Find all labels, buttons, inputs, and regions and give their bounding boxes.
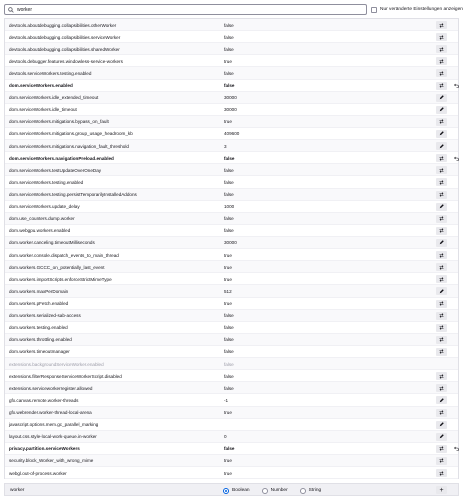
pref-name: layout.css.style-local-work-queue.in-worker [9, 434, 97, 440]
toggle-button[interactable] [436, 154, 447, 162]
pref-value: true [224, 58, 232, 64]
pref-name: webgl.out-of-process.worker [9, 470, 67, 476]
pref-value: 30000 [224, 107, 237, 113]
toggle-button[interactable] [436, 21, 447, 29]
pref-row [5, 419, 458, 431]
reset-button[interactable] [452, 445, 460, 453]
pref-row [5, 370, 458, 382]
toggle-icon [439, 458, 444, 463]
pref-value: false [224, 361, 234, 367]
pref-row [5, 249, 458, 261]
edit-button[interactable] [436, 106, 447, 114]
toggle-icon [439, 253, 444, 258]
pref-row [5, 237, 458, 249]
pref-value: false [224, 325, 234, 331]
toggle-icon [439, 59, 444, 64]
edit-button[interactable] [436, 94, 447, 102]
edit-button[interactable] [436, 203, 447, 211]
toggle-button[interactable] [436, 336, 447, 344]
pref-row [5, 455, 458, 467]
pref-name: dom.workers.testing.enabled [9, 325, 68, 331]
pref-row [5, 467, 458, 479]
toggle-icon [439, 23, 444, 28]
pref-value: false [224, 155, 235, 161]
toggle-button[interactable] [436, 33, 447, 41]
pref-row [5, 334, 458, 346]
pencil-icon [439, 107, 444, 112]
edit-button[interactable] [436, 421, 447, 429]
pref-name: extensions.serviceworkerregister.allowed [9, 385, 93, 391]
pref-value: 3 [224, 143, 227, 149]
pref-row [5, 19, 458, 31]
pref-name: dom.serviceWorkers.mitigations.group_usage_headroom_kb [9, 131, 133, 137]
pref-row [5, 43, 458, 55]
toggle-icon [439, 192, 444, 197]
pref-name: dom.serviceWorkers.mitigations.navigation_fault_threshold [9, 143, 129, 149]
pref-value: 30000 [224, 95, 237, 101]
pref-name: dom.worker.canceling.timeoutMilliseconds [9, 240, 95, 246]
toggle-button[interactable] [436, 251, 447, 259]
pref-name: devtools.debugger.features.windowless-service-workers [9, 58, 123, 64]
pref-value: false [224, 313, 234, 319]
pencil-icon [439, 240, 444, 245]
pref-name: security.block_Worker_with_wrong_mime [9, 458, 94, 464]
pref-row [5, 394, 458, 406]
preference-type-radios [223, 487, 333, 494]
pref-name: dom.serviceWorkers.mitigations.bypass_on_fault [9, 119, 109, 125]
pref-name: dom.workers.timeoutmanager [9, 349, 70, 355]
toggle-icon [439, 374, 444, 379]
pref-row [5, 322, 458, 334]
pref-value: true [224, 252, 232, 258]
pref-name: dom.workers.serialized-sab-access [9, 313, 81, 319]
pref-row [5, 407, 458, 419]
toggle-icon [439, 83, 444, 88]
pref-value: false [224, 22, 234, 28]
toggle-icon [439, 156, 444, 161]
pref-value: false [224, 349, 234, 355]
search-bar [0, 0, 463, 19]
pref-name: dom.serviceWorkers.idle_timeout [9, 107, 77, 113]
pref-row [5, 431, 458, 443]
pref-name: dom.workers.GCCC_on_potentially_last_event [9, 264, 105, 270]
pref-value: -1 [224, 397, 229, 403]
toggle-icon [439, 446, 444, 451]
pref-name: dom.workers.importScripts.enforceStrictMimeType [9, 276, 112, 282]
pref-name: gfx.webrender.worker-thread-local-arena [9, 410, 92, 415]
pencil-icon [439, 434, 444, 439]
pref-row [5, 80, 458, 92]
pref-name: dom.use_counters.dump.worker [9, 216, 75, 222]
pref-name: dom.serviceWorkers.enabled [9, 83, 73, 89]
pref-value: 409600 [224, 131, 240, 137]
new-preference-row [4, 483, 459, 496]
radio-button[interactable] [262, 488, 268, 494]
pref-name: dom.workers.throttling.enabled [9, 337, 72, 343]
pref-value: false [224, 373, 234, 379]
edit-button[interactable] [436, 287, 447, 295]
edit-button[interactable] [436, 239, 447, 247]
pref-row [5, 116, 458, 128]
pref-name: dom.serviceWorkers.navigationPreload.enabled [9, 155, 114, 161]
search-field[interactable] [4, 4, 367, 15]
pref-row [5, 261, 458, 273]
type-option-label: String [308, 488, 322, 493]
toggle-button [436, 360, 447, 368]
edit-button[interactable] [436, 396, 447, 404]
toggle-button[interactable] [436, 409, 447, 417]
pref-value: true [224, 264, 232, 270]
toggle-icon [439, 277, 444, 282]
pref-row [5, 128, 458, 140]
pref-row [5, 55, 458, 67]
toggle-button[interactable] [436, 445, 447, 453]
pref-name: dom.workers.maxPerDomain [9, 288, 69, 294]
toggle-button[interactable] [436, 57, 447, 65]
pref-row [5, 310, 458, 322]
pref-value: true [224, 301, 232, 307]
toggle-icon [439, 119, 444, 124]
pref-name: dom.serviceWorkers.idle_extended_timeout [9, 95, 99, 101]
pref-row [5, 346, 458, 358]
pref-row [5, 67, 458, 79]
pencil-icon [439, 422, 444, 427]
toggle-icon [439, 337, 444, 342]
pref-row [5, 92, 458, 104]
type-option-label: Boolean [232, 488, 250, 493]
pref-row [5, 298, 458, 310]
toggle-icon [439, 265, 444, 270]
toggle-icon [439, 386, 444, 391]
pref-value: 512 [224, 288, 232, 294]
pref-name: dom.webgpu.workers.enabled [9, 228, 71, 234]
toggle-button[interactable] [436, 457, 447, 465]
add-preference-button[interactable]: + [436, 486, 447, 494]
pref-value: 30000 [224, 240, 237, 246]
toggle-button[interactable] [436, 372, 447, 380]
pref-name: dom.worker.console.dispatch_events_to_main_thread [9, 252, 119, 258]
type-option-label: Number [270, 488, 288, 493]
modified-only-label: Nur veränderte Einstellungen anzeigen [380, 7, 463, 12]
toggle-button[interactable] [436, 69, 447, 77]
toggle-icon [439, 410, 444, 415]
toggle-button[interactable] [436, 178, 447, 186]
pref-value: 1000 [224, 204, 235, 210]
toggle-icon [439, 471, 444, 476]
pref-name: dom.serviceWorkers.update_delay [9, 204, 80, 210]
toggle-icon [439, 180, 444, 185]
toggle-button[interactable] [436, 263, 447, 271]
pref-value: true [224, 470, 232, 476]
pref-value: false [224, 446, 235, 452]
toggle-icon [439, 228, 444, 233]
pref-name: devtools.aboutdebugging.collapsibilities.sharedWorker [9, 46, 120, 52]
toggle-icon [439, 313, 444, 318]
reset-icon [454, 446, 459, 451]
pref-row [5, 31, 458, 43]
pref-row [5, 358, 458, 370]
reset-icon [454, 83, 459, 88]
preferences-table [4, 18, 459, 479]
pref-name: dom.serviceWorkers.testing.enabled [9, 179, 84, 185]
pref-name: extensions.filterResponseServiceWorkerScript.disabled [9, 373, 122, 379]
pref-name: dom.serviceWorkers.testUpdateOverOneDay [9, 167, 102, 173]
pencil-icon [439, 204, 444, 209]
edit-button[interactable] [436, 142, 447, 150]
type-option-number[interactable] [262, 488, 288, 494]
pref-value: false [224, 167, 234, 173]
toggle-button[interactable] [436, 324, 447, 332]
pref-name: dom.workers.pFetch.enabled [9, 301, 69, 307]
toggle-button[interactable] [436, 312, 447, 320]
search-icon [8, 7, 14, 13]
toggle-icon [439, 168, 444, 173]
pref-value: true [224, 276, 232, 282]
reset-icon [454, 156, 459, 161]
pref-value: false [224, 179, 234, 185]
pref-value: false [224, 337, 234, 343]
toggle-button[interactable] [436, 118, 447, 126]
pref-name: devtools.aboutdebugging.collapsibilities.otherWorker [9, 22, 117, 28]
pref-row [5, 140, 458, 152]
pref-row [5, 201, 458, 213]
pref-name: privacy.partition.serviceWorkers [9, 446, 80, 452]
pref-row [5, 273, 458, 285]
pref-row [5, 443, 458, 455]
toggle-icon [439, 35, 444, 40]
search-input[interactable] [17, 6, 357, 13]
pref-row [5, 189, 458, 201]
pencil-icon [439, 144, 444, 149]
pref-value: false [224, 70, 234, 76]
toggle-button[interactable] [436, 469, 447, 477]
pref-name: gfx.canvas.remote.worker-threads [9, 397, 79, 403]
new-preference-name: worker [10, 488, 25, 493]
pref-value: true [224, 458, 232, 464]
toggle-button[interactable] [436, 45, 447, 53]
pref-value: true [224, 119, 232, 125]
toggle-icon [439, 71, 444, 76]
pref-name: devtools.aboutdebugging.collapsibilities.serviceWorker [9, 34, 121, 40]
pref-name: extensions.backgroundServiceWorker.enabled [9, 361, 104, 367]
pref-row [5, 164, 458, 176]
pref-row [5, 152, 458, 164]
pref-value: false [224, 46, 234, 52]
pref-value: 0 [224, 434, 227, 440]
modified-only-toggle[interactable] [371, 5, 463, 14]
toggle-button[interactable] [436, 82, 447, 90]
pref-row [5, 285, 458, 297]
pencil-icon [439, 95, 444, 100]
toggle-button[interactable] [436, 275, 447, 283]
radio-button[interactable] [300, 488, 306, 494]
pref-row [5, 382, 458, 394]
toggle-button[interactable] [436, 215, 447, 223]
pencil-icon [439, 289, 444, 294]
pref-value: false [224, 34, 234, 40]
modified-only-checkbox[interactable] [371, 7, 377, 13]
type-option-string[interactable] [300, 488, 322, 494]
pref-name: dom.serviceWorkers.testing.persistTemporarilyInstalledAddons [9, 192, 137, 198]
reset-button[interactable] [452, 154, 460, 162]
toggle-button[interactable] [436, 384, 447, 392]
pencil-icon [439, 398, 444, 403]
pref-name: devtools.serviceWorkers.testing.enabled [9, 70, 92, 76]
toggle-button[interactable] [436, 191, 447, 199]
toggle-button[interactable] [436, 348, 447, 356]
type-option-boolean[interactable] [223, 488, 250, 494]
toggle-icon [439, 216, 444, 221]
pref-value: false [224, 385, 234, 391]
pref-value: false [224, 228, 234, 234]
pencil-icon [439, 131, 444, 136]
pref-row [5, 104, 458, 116]
pref-value: true [224, 410, 232, 415]
toggle-button[interactable] [436, 227, 447, 235]
pref-row [5, 176, 458, 188]
toggle-button[interactable] [436, 300, 447, 308]
pref-name: javascript.options.mem.gc_parallel_marking [9, 422, 99, 428]
pref-value: false [224, 216, 234, 222]
pref-value: false [224, 192, 234, 198]
edit-button[interactable] [436, 130, 447, 138]
radio-button[interactable] [223, 488, 229, 494]
toggle-icon [439, 349, 444, 354]
pref-value: false [224, 83, 235, 89]
pref-row [5, 225, 458, 237]
toggle-icon [439, 325, 444, 330]
toggle-icon [439, 47, 444, 52]
toggle-icon [439, 301, 444, 306]
toggle-button[interactable] [436, 166, 447, 174]
edit-button[interactable] [436, 433, 447, 441]
pref-row [5, 213, 458, 225]
reset-button[interactable] [452, 82, 460, 90]
